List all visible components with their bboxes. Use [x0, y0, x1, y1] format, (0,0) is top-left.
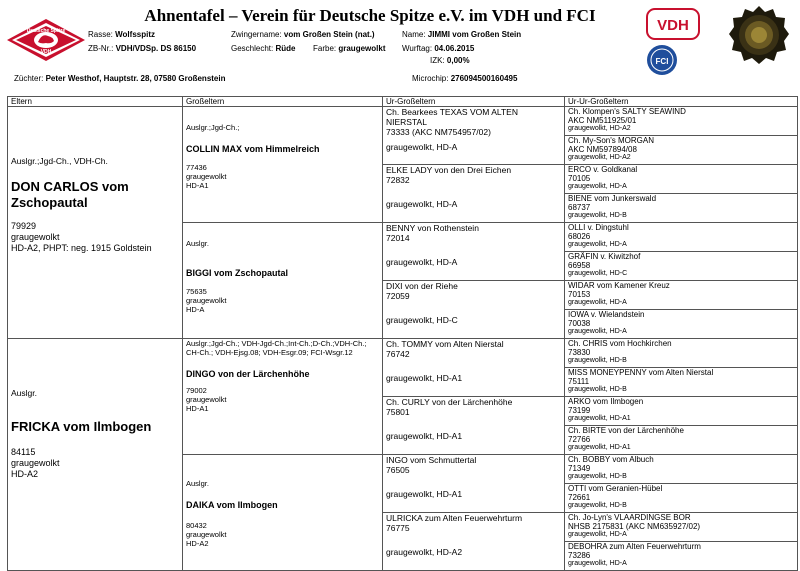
great-grandparent-6: [383, 397, 565, 455]
dog-titles: Auslgr.: [11, 388, 37, 398]
great-great-grandparent-7: [565, 281, 798, 310]
dog-name: Ch. CHRIS vom Hochkirchen: [568, 339, 672, 348]
zwingername-value: vom Großen Stein (nat.): [283, 30, 375, 39]
dog-number: 80432: [186, 521, 207, 530]
grandparent-4: [183, 455, 383, 571]
izk-label: IZK:: [430, 56, 445, 65]
vdh-logo-text: VDH: [657, 17, 689, 34]
dog-name: FRICKA vom Ilmbogen: [11, 419, 152, 434]
great-grandparent-2: [383, 165, 565, 223]
gold-seal-icon: [728, 4, 790, 66]
dog-name: DINGO von der Lärchenhöhe: [186, 369, 310, 379]
microchip-label: Microchip:: [412, 74, 449, 83]
dog-number: 79002: [186, 386, 207, 395]
name-label: Name:: [402, 30, 426, 39]
dog-name: ERCO v. Goldkanal: [568, 165, 638, 174]
dog-number: 76505: [386, 465, 410, 475]
great-great-grandparent-2: [565, 136, 798, 165]
dog-titles: Auslgr.;Jgd-Ch.; VDH-Jgd-Ch.;Int-Ch.;D-Ch.;VDH-Ch.; CH-Ch.; VDH-Ejsg.08; VDH-Esgr.09; FCI-Wsgr.12: [186, 339, 367, 357]
club-logo: [6, 18, 86, 62]
wurftag-label: Wurftag:: [402, 44, 433, 53]
dog-health: HD-A2: [11, 469, 39, 479]
col-header-ur-ur-grosseltern: Ur-Ur-Großeltern: [565, 97, 798, 107]
dog-name: DON CARLOS vom Zschopautal: [11, 179, 129, 210]
dog-name: Ch. TOMMY vom Alten Nierstal: [386, 339, 504, 349]
dog-number: 72766: [568, 435, 591, 444]
great-grandparent-3: [383, 223, 565, 281]
dog-color: graugewolkt: [11, 458, 60, 468]
name-value: JIMMI vom Großen Stein: [427, 30, 522, 39]
dog-name: Ch. Klompen's SALTY SEAWIND: [568, 107, 686, 116]
great-grandparent-1: [383, 107, 565, 165]
dog-info: graugewolkt, HD-C: [568, 270, 628, 277]
dog-info: graugewolkt, HD-B: [568, 212, 627, 219]
col-header-eltern: Eltern: [8, 97, 183, 107]
dog-info: graugewolkt, HD-A: [568, 560, 627, 567]
dog-number: 66958: [568, 261, 591, 270]
dog-info: graugewolkt, HD-B: [568, 502, 627, 509]
dog-name: INGO vom Schmuttertal: [386, 455, 477, 465]
great-grandparent-4: [383, 281, 565, 339]
dog-name: OLLI v. Dingstuhl: [568, 223, 629, 232]
farbe-label: Farbe:: [313, 44, 337, 53]
dog-number: 70038: [568, 319, 591, 328]
dog-color: graugewolkt: [11, 232, 60, 242]
dog-info: graugewolkt, HD-A: [386, 257, 458, 267]
dog-color: graugewolkt: [186, 296, 227, 305]
dog-info: graugewolkt, HD-A1: [568, 415, 631, 422]
dog-health: HD-A1: [186, 181, 209, 190]
dog-number: 72059: [386, 291, 410, 301]
great-great-grandparent-15: [565, 513, 798, 542]
zwingername-label: Zwingername:: [231, 30, 282, 39]
dog-number: 71349: [568, 464, 591, 473]
fci-logo-text: FCI: [655, 57, 669, 66]
dog-number: 70153: [568, 290, 591, 299]
dog-info: graugewolkt, HD-A1: [568, 444, 631, 451]
dog-number: 73333 (AKC NM754957/02): [386, 127, 491, 137]
dog-number: 68737: [568, 203, 591, 212]
dog-name: OTTI vom Geranien-Hübel: [568, 484, 663, 493]
dog-titles: Auslgr.;Jgd-Ch., VDH-Ch.: [11, 156, 108, 166]
dog-info: graugewolkt, HD-A: [568, 241, 627, 248]
great-great-grandparent-16: [565, 542, 798, 571]
dog-info: graugewolkt, HD-B: [568, 473, 627, 480]
dog-name: IOWA v. Wielandstein: [568, 310, 645, 319]
vdh-logo: [646, 8, 700, 40]
dog-name: Ch. CURLY von der Lärchenhöhe: [386, 397, 513, 407]
great-great-grandparent-4: [565, 194, 798, 223]
dog-number: 76775: [386, 523, 410, 533]
dog-number: 73199: [568, 406, 591, 415]
dog-name: MISS MONEYPENNY vom Alten Nierstal: [568, 368, 714, 377]
dog-name: Ch. My-Son's MORGAN: [568, 136, 654, 145]
dog-name: ULRICKA zum Alten Feuerwehrturm: [386, 513, 523, 523]
dog-info: graugewolkt, HD-A: [568, 183, 627, 190]
dog-name: DEBOHRA zum Alten Feuerwehrturm: [568, 542, 701, 551]
dog-info: graugewolkt, HD-B: [568, 386, 627, 393]
grandparent-3: [183, 339, 383, 455]
dog-info: graugewolkt, HD-A1: [386, 373, 463, 383]
dog-name: ARKO vom Ilmbogen: [568, 397, 644, 406]
grandparent-2: [183, 223, 383, 339]
col-header-grosseltern: Großeltern: [183, 97, 383, 107]
dog-name: BIGGI vom Zschopautal: [186, 268, 289, 278]
great-great-grandparent-3: [565, 165, 798, 194]
dog-number: 75635: [186, 287, 207, 296]
pedigree-header-row: [8, 97, 798, 107]
dog-number: NHSB 2175831 (AKC NM635927/02): [568, 522, 701, 531]
dog-info: graugewolkt, HD-A: [386, 142, 458, 152]
dog-number: 72661: [568, 493, 591, 502]
dog-number: 76742: [386, 349, 410, 359]
great-great-grandparent-12: [565, 426, 798, 455]
dog-number: 79929: [11, 221, 37, 231]
dog-name: Ch. BOBBY vom Albuch: [568, 455, 654, 464]
dog-number: 84115: [11, 447, 36, 457]
dog-info: graugewolkt, HD-A2: [568, 125, 631, 132]
dog-number: 75111: [568, 377, 590, 386]
great-great-grandparent-14: [565, 484, 798, 513]
dog-number: 70105: [568, 174, 591, 183]
dog-name: Ch. BIRTE von der Lärchenhöhe: [568, 426, 684, 435]
great-great-grandparent-5: [565, 223, 798, 252]
parent-sire: [8, 107, 183, 339]
dog-info: graugewolkt, HD-A: [386, 199, 458, 209]
dog-name: Ch. Jo-Lyn's VLAARDINGSE BOR: [568, 513, 691, 522]
dog-info: graugewolkt, HD-A1: [386, 431, 463, 441]
dog-number: 72832: [386, 175, 410, 185]
dog-health: HD-A2: [186, 539, 209, 548]
dog-info: graugewolkt, HD-B: [568, 357, 627, 364]
dog-name: DAIKA vom Ilmbogen: [186, 500, 278, 510]
great-grandparent-7: [383, 455, 565, 513]
dog-name: GRÄFIN v. Kiwitzhof: [568, 252, 641, 261]
dog-name: ELKE LADY von den Drei Eichen: [386, 165, 512, 175]
col-header-ur-grosseltern: Ur-Großeltern: [383, 97, 565, 107]
dog-number: 77436: [186, 163, 207, 172]
pedigree-table: [7, 96, 798, 571]
dog-health: HD-A1: [186, 404, 209, 413]
dog-number: 68026: [568, 232, 591, 241]
grandparent-1: [183, 107, 383, 223]
dog-titles: Auslgr.;Jgd-Ch.;: [186, 123, 240, 132]
rasse-value: Wolfsspitz: [115, 30, 155, 39]
dog-info: graugewolkt, HD-A2: [568, 154, 631, 161]
fci-logo: [646, 44, 678, 76]
dog-number: 75801: [386, 407, 410, 417]
dog-number: 72014: [386, 233, 410, 243]
parent-dam: [8, 339, 183, 571]
dog-number: 73830: [568, 348, 591, 357]
zuechter-label: Züchter:: [14, 74, 44, 83]
dog-color: graugewolkt: [186, 172, 227, 181]
dog-health: HD-A2, PHPT: neg. 1915 Goldstein: [11, 243, 152, 253]
rasse-label: Rasse:: [88, 30, 113, 39]
dog-color: graugewolkt: [186, 530, 227, 539]
dog-name: COLLIN MAX vom Himmelreich: [186, 144, 320, 154]
dog-info: graugewolkt, HD-A1: [386, 489, 463, 499]
club-logo-top-text: Deutsche Spitze: [26, 28, 66, 34]
zuchtbuch-value: VDH/VDSp. DS 86150: [115, 44, 197, 53]
dog-name: DIXI von der Riehe: [386, 281, 458, 291]
dog-health: HD-A: [186, 305, 205, 314]
dog-info: graugewolkt, HD-A: [568, 299, 627, 306]
club-logo-bottom-text: VDH: [40, 49, 52, 55]
dog-number: AKC NM597894/08: [568, 145, 637, 154]
dog-info: graugewolkt, HD-A: [568, 531, 627, 538]
dog-name: BIENE vom Junkerswald: [568, 194, 657, 203]
great-great-grandparent-1: [565, 107, 798, 136]
great-great-grandparent-11: [565, 397, 798, 426]
wurftag-value: 04.06.2015: [434, 44, 475, 53]
great-great-grandparent-6: [565, 252, 798, 281]
dog-info: graugewolkt, HD-C: [386, 315, 458, 325]
dog-number: 73286: [568, 551, 591, 560]
geschlecht-value: Rüde: [275, 44, 296, 53]
izk-value: 0,00%: [446, 56, 470, 65]
great-grandparent-5: [383, 339, 565, 397]
dog-info: graugewolkt, HD-A: [568, 328, 627, 335]
microchip-value: 276094500160495: [450, 74, 518, 83]
great-great-grandparent-9: [565, 339, 798, 368]
great-great-grandparent-8: [565, 310, 798, 339]
dog-titles: Auslgr.: [186, 239, 209, 248]
dog-color: graugewolkt: [186, 395, 227, 404]
dog-name: Ch. Bearkees TEXAS VOM ALTEN NIERSTAL: [386, 107, 518, 127]
great-grandparent-8: [383, 513, 565, 571]
great-great-grandparent-13: [565, 455, 798, 484]
dog-name: BENNY von Rothenstein: [386, 223, 479, 233]
document-title: Ahnentafel – Verein für Deutsche Spitze e.V. im VDH und FCI: [144, 6, 596, 25]
dog-info: graugewolkt, HD-A2: [386, 547, 463, 557]
zuechter-value: Peter Westhof, Hauptstr. 28, 07580 Großenstein: [45, 74, 226, 83]
great-great-grandparent-10: [565, 368, 798, 397]
zuchtbuch-label: ZB-Nr.:: [88, 44, 114, 53]
farbe-value: graugewolkt: [338, 44, 386, 53]
geschlecht-label: Geschlecht:: [231, 44, 274, 53]
dog-name: WIDAR vom Kamener Kreuz: [568, 281, 670, 290]
dog-titles: Auslgr.: [186, 479, 209, 488]
dog-number: AKC NM511925/01: [568, 116, 637, 125]
